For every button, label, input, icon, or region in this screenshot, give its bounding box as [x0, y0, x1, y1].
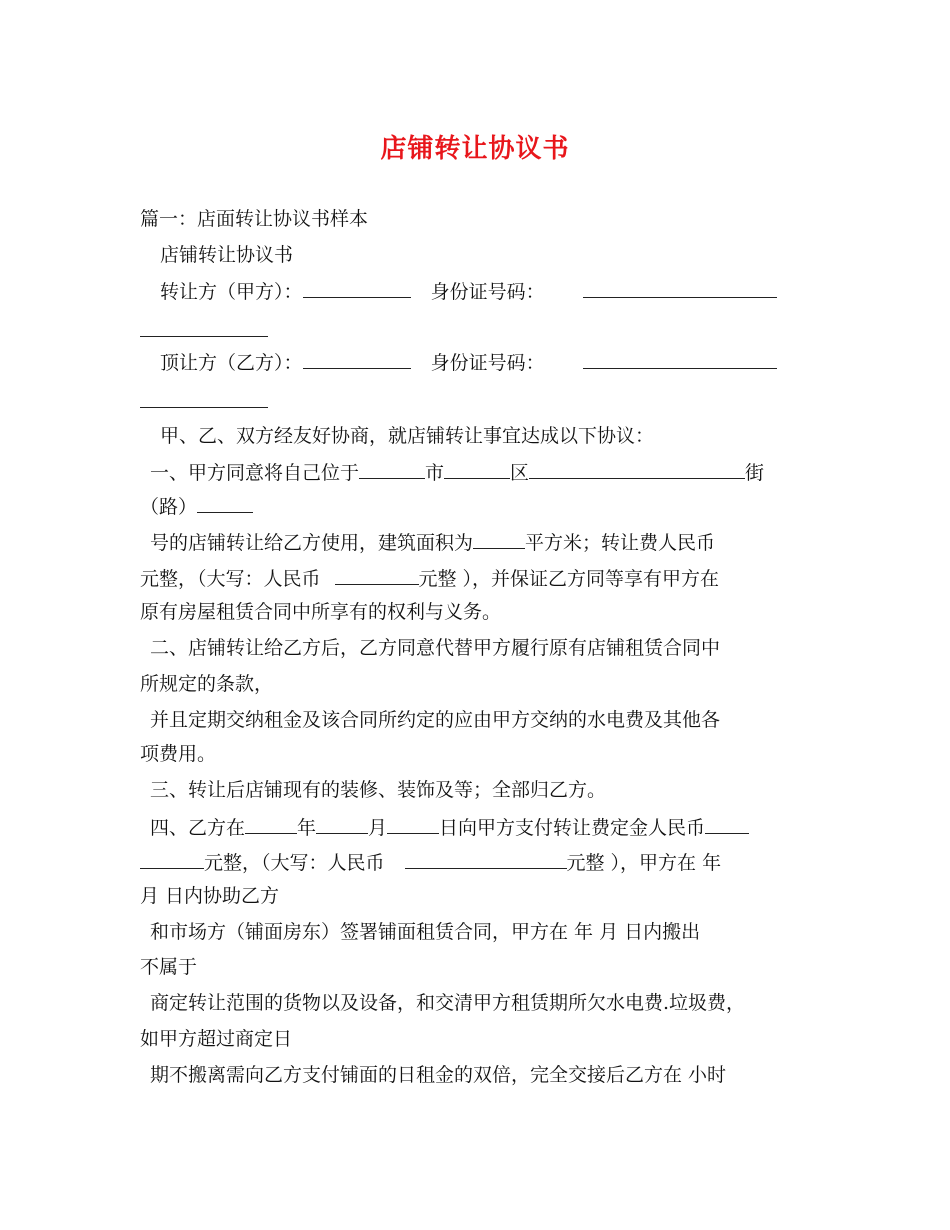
road-label: （路）	[140, 496, 198, 518]
clause-2-line-3: 并且定期交纳租金及该合同所约定的应由甲方交纳的水电费及其他各	[150, 709, 721, 731]
clause-4-line-4: 和市场方（铺面房东）签署铺面租赁合同，甲方在 年 月 日内搬出	[150, 921, 701, 943]
deposit-words-tail: 元整 ），甲方在 年	[566, 852, 722, 874]
party-a-id-label: 身份证号码：	[430, 281, 545, 303]
clause-4-line-3: 月 日内协助乙方	[140, 885, 280, 907]
deposit-amount-text: 日向甲方支付转让费定金人民币	[439, 817, 706, 839]
deposit-blank-cont	[140, 850, 204, 869]
party-a-name-blank	[303, 279, 411, 298]
street-blank	[529, 460, 745, 479]
deposit-words-text: 元整，（大写：人民币	[204, 852, 385, 874]
clause-4-line-7: 如甲方超过商定日	[140, 1028, 293, 1050]
party-a-line	[160, 279, 840, 304]
clause-4-line-5: 不属于	[140, 956, 198, 978]
clause-1-line-4: 原有房屋租赁合同中所享有的权利与义务。	[140, 601, 502, 623]
party-b-label: 顶让方（乙方）：	[160, 352, 303, 374]
number-blank	[197, 494, 253, 513]
party-a-id-blank-cont	[140, 336, 268, 337]
clause-1-line-2	[150, 530, 830, 555]
fee-words-tail: 元整 ），并保证乙方同等享有甲方在	[418, 568, 720, 590]
fee-words-blank	[335, 566, 419, 585]
year-label: 年	[297, 817, 317, 839]
party-b-id-label: 身份证号码：	[430, 352, 545, 374]
day-blank	[387, 815, 439, 834]
clause-1-line-1	[150, 460, 830, 485]
clause-4-line-6: 商定转让范围的货物以及设备，和交清甲方租赁期所欠水电费.垃圾费，	[150, 992, 746, 1014]
clause-2-line-1: 二、店铺转让给乙方后，乙方同意代替甲方履行原有店铺租赁合同中	[150, 637, 721, 659]
city-blank	[359, 460, 425, 479]
clause-1-line-3	[140, 566, 820, 591]
deposit-text: 四、乙方在	[150, 817, 246, 839]
party-a-id-blank	[583, 279, 777, 298]
party-a-label: 转让方（甲方）：	[160, 281, 303, 303]
clause-2-line-2: 所规定的条款，	[140, 673, 274, 695]
document-title: 店铺转让协议书	[380, 134, 570, 164]
month-label: 月	[368, 817, 388, 839]
deposit-blank	[705, 815, 749, 834]
party-b-name-blank	[303, 350, 411, 369]
section-heading: 篇一：店面转让协议书样本	[140, 208, 369, 230]
district-label: 区	[510, 462, 530, 484]
month-blank	[316, 815, 368, 834]
city-label: 市	[425, 462, 445, 484]
deposit-words-blank	[405, 850, 567, 869]
fee-text: 平方米；转让费人民币	[525, 532, 716, 554]
district-blank	[444, 460, 510, 479]
area-blank	[473, 530, 525, 549]
fee-words-text: 元整，（大写：人民币	[140, 568, 321, 590]
party-b-line	[160, 350, 840, 375]
area-text: 号的店铺转让给乙方使用，建筑面积为	[150, 532, 474, 554]
party-b-id-blank-cont	[140, 407, 268, 408]
clause-2-line-4: 项费用。	[140, 743, 217, 765]
party-b-id-blank	[583, 350, 777, 369]
clause-3-line-1: 三、转让后店铺现有的装修、装饰及等；全部归乙方。	[150, 779, 607, 801]
street-label: 街	[745, 462, 765, 484]
subtitle: 店铺转让协议书	[160, 244, 294, 266]
intro: 甲、乙、双方经友好协商，就店铺转让事宜达成以下协议：	[160, 425, 655, 447]
clause-1-road	[140, 494, 820, 519]
clause-4-line-2	[140, 850, 820, 875]
clause-4-line-8: 期不搬离需向乙方支付铺面的日租金的双倍，完全交接后乙方在 小时	[150, 1064, 727, 1086]
year-blank	[245, 815, 297, 834]
clause-1-text: 一、甲方同意将自己位于	[150, 462, 360, 484]
clause-4-line-1	[150, 815, 830, 840]
